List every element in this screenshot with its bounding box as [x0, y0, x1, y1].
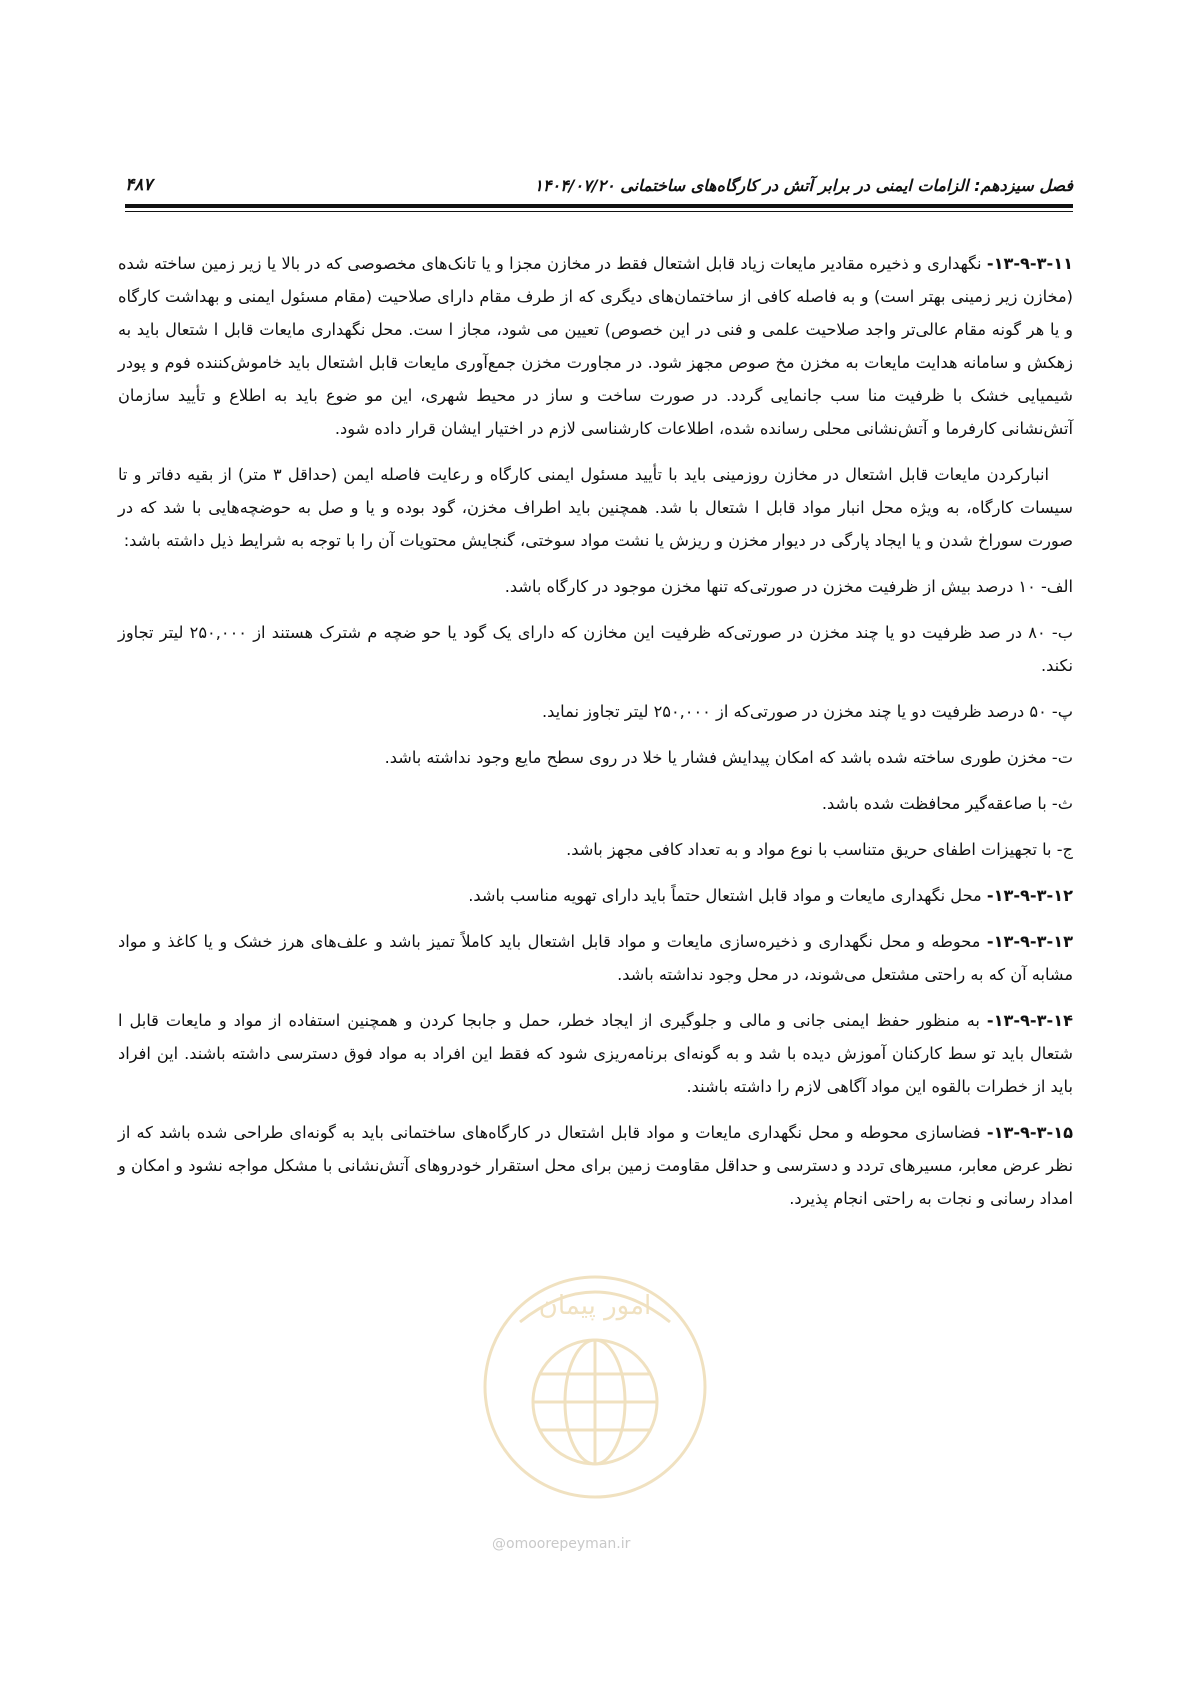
paragraph [118, 1004, 1073, 1103]
clause-number: ۱۳-۹-۳-۱۲- [986, 886, 1073, 905]
paragraph-text: به منظور حفظ ایمنی جانی و مالی و جلوگیری از ایجاد خطر، حمل و جابجا کردن و همچنین استفاده از مواد و مایعات قابل ا شتعال باید تو سط کارکنان آموزش دیده با شد و به گونه‌ای برنامه‌ریزی شود که فقط این افراد به مواد فوق دسترسی داشته باشند. این افراد باید از خطرات بالقوه این مواد آگاهی لازم را داشته باشند. [118, 1011, 1073, 1096]
paragraph [118, 695, 1073, 728]
paragraph-text: الف- ۱۰ درصد بیش از ظرفیت مخزن در صورتی‌که تنها مخزن موجود در کارگاه باشد. [504, 577, 1073, 596]
paragraph [118, 458, 1073, 557]
paragraph-text: ت- مخزن طوری ساخته شده باشد که امکان پیدایش فشار یا خلا در روی سطح مایع وجود نداشته باشد. [384, 748, 1073, 767]
paragraph-text: ث- با صاعقه‌گیر محافظت شده باشد. [821, 794, 1073, 813]
paragraph [118, 570, 1073, 603]
watermark-logo [460, 1252, 730, 1512]
paragraph [118, 247, 1073, 445]
header-rule-thin [125, 211, 1073, 212]
paragraph [118, 741, 1073, 774]
paragraph-text: انبارکردن مایعات قابل اشتعال در مخازن روزمینی باید با تأیید مسئول ایمنی کارگاه و رعایت فاصله ایمن (حداقل ۳ متر) از بقیه دفاتر و تا سیسات کارگاه، به ویژه محل انبار مواد قابل ا شتعال با شد. همچنین باید اطراف مخزن، گود بوده و یا و صل به حوضچه‌هایی با شد که در صورت سوراخ شدن و یا ایجاد پارگی در دیوار مخزن و ریزش یا نشت مواد سوختی، گنجایش محتویات آن را با توجه به شرایط ذیل داشته باشد: [118, 465, 1073, 550]
globe-emblem-icon [485, 1277, 705, 1497]
paragraph-text: نگهداری و ذخیره مقادیر مایعات زیاد قابل اشتعال فقط در مخازن مجزا و یا تانک‌های مخصوصی که در بالا یا زیر زمین ساخته شده (مخازن زیر زمینی بهتر است) و به فاصله کافی از ساختمان‌های دیگری که از طرف مقام دارای صلاحیت (مقام مسئول ایمنی و بهداشت کارگاه و یا هر گونه مقام عالی‌تر واجد صلاحیت علمی و فنی در این خصوص) تعیین می شود، مجاز ا ست. محل نگهداری مایعات قابل ا شتعال باید به زهکش و سامانه هدایت مایعات به مخزن مخ صوص مجهز شود. در مجاورت مخزن جمع‌آوری مایعات قابل اشتعال باید خاموش‌کننده فوم و پودر شیمیایی خشک با ظرفیت منا سب جانمایی گردد. در صورت ساخت و ساز در محیط شهری، این مو ضوع باید به اطلاع و تأیید سازمان آتش‌نشانی کارفرما و آتش‌نشانی محلی رسانده شده، اطلاعات کارشناسی لازم در اختیار ایشان قرار داده شود. [118, 254, 1073, 438]
paragraph [118, 1116, 1073, 1215]
clause-number: ۱۳-۹-۳-۱۱- [986, 254, 1073, 273]
header-rule-thick [125, 204, 1073, 208]
clause-number: ۱۳-۹-۳-۱۳- [986, 932, 1073, 951]
paragraph [118, 616, 1073, 682]
clause-number: ۱۳-۹-۳-۱۵- [986, 1123, 1073, 1142]
watermark-site: @omoorepeyman.ir [492, 1536, 631, 1552]
paragraph [118, 833, 1073, 866]
watermark-logo-text: امور پیمان [538, 1291, 652, 1321]
paragraph-text: ب- ۸۰ در صد ظرفیت دو یا چند مخزن در صورتی‌که ظرفیت این مخازن که دارای یک گود یا حو ضچه م شترک هستند از ۲۵۰,۰۰۰ لیتر تجاوز نکند. [118, 623, 1073, 675]
paragraph-text: فضاسازی محوطه و محل نگهداری مایعات و مواد قابل اشتعال در کارگاه‌های ساختمانی باید به گونه‌ای طراحی شده باشد که از نظر عرض معابر، مسیرهای تردد و دسترسی و حداقل مقاومت زمین برای محل استقرار خودروهای آتش‌نشانی با مشکل مواجه نشود و امکان و امداد رسانی و نجات به راحتی انجام پذیرد. [118, 1123, 1073, 1208]
paragraph-text: پ- ۵۰ درصد ظرفیت دو یا چند مخزن در صورتی‌که از ۲۵۰,۰۰۰ لیتر تجاوز نماید. [542, 702, 1073, 721]
chapter-title: فصل سیزدهم: الزامات ایمنی در برابر آتش در کارگاه‌های ساختمانی ۱۴۰۴/۰۷/۲۰ [534, 175, 1073, 195]
clause-number: ۱۳-۹-۳-۱۴- [986, 1011, 1073, 1030]
page-number: ۴۸۷ [125, 175, 153, 195]
paragraph-text: ج- با تجهیزات اطفای حریق متناسب با نوع مواد و به تعداد کافی مجهز باشد. [566, 840, 1073, 859]
paragraph [118, 925, 1073, 991]
body-text [118, 247, 1073, 1228]
paragraph-text: محل نگهداری مایعات و مواد قابل اشتعال حتماً باید دارای تهویه مناسب باشد. [468, 886, 987, 905]
paragraph [118, 787, 1073, 820]
running-header [125, 170, 1073, 200]
paragraph [118, 879, 1073, 912]
paragraph-text: محوطه و محل نگهداری و ذخیره‌سازی مایعات و مواد قابل اشتعال باید کاملاً تمیز باشد و علف‌های هرز خشک و یا کاغذ و مواد مشابه آن که به راحتی مشتعل می‌شوند، در محل وجود نداشته باشد. [118, 932, 1073, 984]
